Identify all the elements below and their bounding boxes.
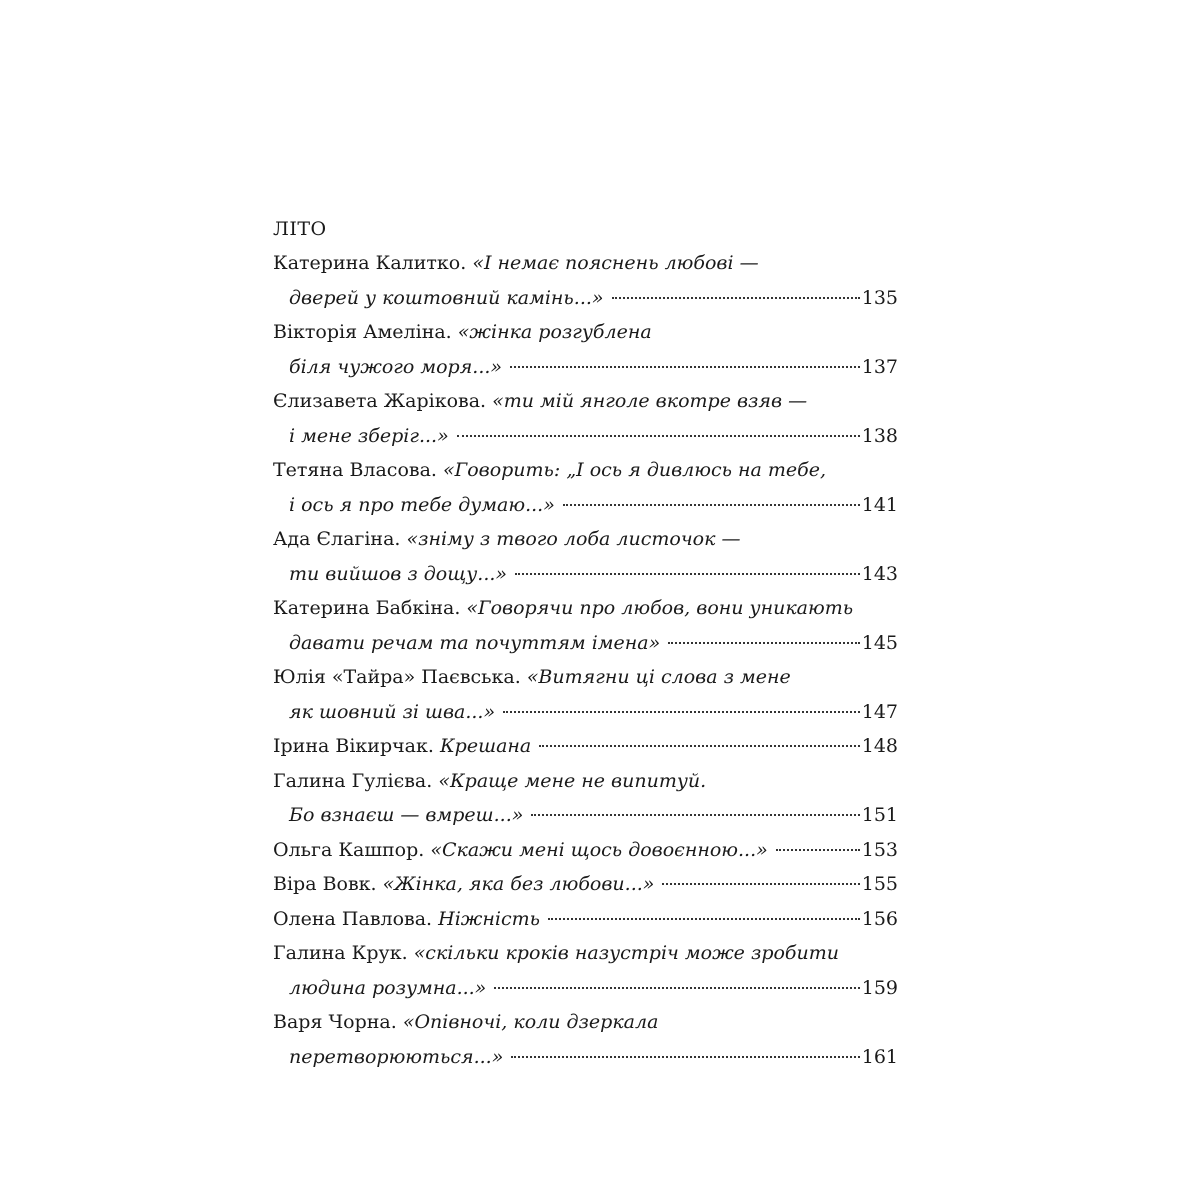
toc-entry-line	[273, 660, 898, 695]
page-number: 155	[861, 873, 898, 895]
toc-entry-continuation	[273, 626, 898, 661]
dot-leader	[548, 918, 860, 920]
author-name: Галина Гулієва.	[273, 769, 433, 792]
dot-leader	[457, 435, 860, 437]
dot-leader	[668, 642, 859, 644]
dot-leader	[563, 504, 860, 506]
poem-title: «Жінка, яка без любови...»	[382, 873, 655, 895]
author-name: Катерина Бабкіна.	[273, 597, 461, 619]
poem-title: «Опівночі, коли дзеркала	[402, 1011, 659, 1033]
toc-entry-line	[273, 1005, 898, 1040]
dot-leader	[612, 297, 860, 299]
toc-entry-continuation	[273, 695, 898, 730]
toc-entry-line	[273, 591, 898, 626]
toc-entry-line	[273, 315, 898, 350]
poem-title: Ніжність	[438, 907, 540, 930]
author-name: Варя Чорна.	[273, 1011, 397, 1033]
author-name: Тетяна Власова.	[273, 459, 437, 481]
poem-title: «Скажи мені щось довоєнною...»	[430, 838, 768, 861]
dot-leader	[494, 987, 859, 989]
toc-entry	[273, 764, 898, 833]
page-number: 153	[861, 838, 898, 861]
dot-leader	[511, 1056, 859, 1058]
author-name: Юлія «Тайра» Паєвська.	[273, 666, 521, 688]
dot-leader	[503, 711, 860, 713]
toc-entry-continuation	[273, 419, 898, 454]
toc-entry	[273, 591, 898, 660]
page-number: 161	[861, 1045, 898, 1068]
poem-title: «жінка розгублена	[457, 321, 652, 343]
toc-entry-continuation	[273, 488, 898, 523]
poem-title-continued: і мене зберіг...»	[289, 424, 449, 447]
poem-title-continued: дверей у коштовний камінь...»	[289, 286, 604, 309]
poem-title: Крешана	[439, 735, 532, 757]
toc-entry-line	[273, 729, 898, 764]
poem-title: «Говорить: „І ось я дивлюсь на тебе,	[443, 459, 827, 481]
toc-entry	[273, 522, 898, 591]
toc-entry-continuation	[273, 971, 898, 1006]
page-number: 147	[861, 700, 898, 723]
page-number: 141	[861, 493, 898, 516]
poem-title: «Витягни ці слова з мене	[526, 666, 791, 688]
toc-entry	[273, 1005, 898, 1074]
toc-entry-heading	[273, 729, 531, 764]
author-name: Ада Єлагіна.	[273, 528, 401, 550]
toc-entry	[273, 246, 898, 315]
page-number: 148	[861, 735, 898, 757]
toc-entry	[273, 453, 898, 522]
author-name: Ольга Кашпор.	[273, 838, 425, 861]
page-number: 159	[861, 976, 898, 999]
poem-title-continued: давати речам та почуттям імена»	[289, 631, 661, 654]
dot-leader	[510, 366, 860, 368]
poem-title-continued: Бо взнаєш — вмреш...»	[289, 804, 524, 826]
toc-entry-continuation	[273, 798, 898, 833]
poem-title: «Говорячи про любов, вони уникають	[466, 597, 854, 619]
toc-entry-continuation	[273, 281, 898, 316]
dot-leader	[662, 883, 859, 885]
toc-entry-heading	[273, 902, 540, 937]
page-number: 151	[861, 804, 898, 826]
author-name: Галина Крук.	[273, 942, 408, 964]
page-number: 137	[861, 355, 898, 378]
page-number: 138	[861, 424, 898, 447]
poem-title: «зніму з твого лоба листочок —	[406, 528, 741, 550]
toc-entry	[273, 729, 898, 764]
poem-title-continued: біля чужого моря...»	[289, 355, 503, 378]
toc-entry	[273, 833, 898, 868]
author-name: Єлизавета Жарікова.	[273, 390, 487, 412]
toc-entry-line	[273, 246, 898, 281]
dot-leader	[515, 573, 860, 575]
toc-entry-line	[273, 453, 898, 488]
poem-title-continued: людина розумна...»	[289, 976, 487, 999]
toc-entry-continuation	[273, 350, 898, 385]
poem-title-continued: ти вийшов з дощу...»	[289, 562, 508, 585]
table-of-contents	[273, 212, 898, 1074]
poem-title: «І немає пояснень любові —	[472, 252, 759, 274]
toc-entry-line	[273, 833, 898, 868]
toc-entry-line	[273, 936, 898, 971]
toc-entry-line	[273, 902, 898, 937]
toc-entry-heading	[273, 867, 654, 902]
poem-title-continued: перетворюються...»	[289, 1045, 504, 1068]
author-name: Вікторія Амеліна.	[273, 321, 452, 343]
toc-entry-heading	[273, 833, 768, 868]
toc-entry-line	[273, 522, 898, 557]
toc-entry	[273, 660, 898, 729]
toc-entry	[273, 902, 898, 937]
poem-title: «скільки кроків назустріч може зробити	[413, 942, 840, 964]
toc-entry-line	[273, 384, 898, 419]
toc-entry	[273, 936, 898, 1005]
toc-entry-line	[273, 867, 898, 902]
toc-entry-line	[273, 764, 898, 799]
dot-leader	[531, 814, 859, 816]
author-name: Катерина Калитко.	[273, 252, 467, 274]
author-name: Віра Вовк.	[273, 873, 377, 895]
author-name: Олена Павлова.	[273, 907, 433, 930]
toc-entry	[273, 867, 898, 902]
toc-entries	[273, 246, 898, 1074]
section-title: ЛІТО	[273, 218, 327, 240]
poem-title-continued: як шовний зі шва...»	[289, 700, 496, 723]
poem-title-continued: і ось я про тебе думаю...»	[289, 493, 555, 516]
page-number: 156	[861, 907, 898, 930]
toc-entry-continuation	[273, 557, 898, 592]
page-number: 135	[861, 286, 898, 309]
page-number: 145	[861, 631, 898, 654]
poem-title: «ти мій янголе вкотре взяв —	[492, 390, 808, 412]
dot-leader	[539, 745, 860, 747]
toc-entry-continuation	[273, 1040, 898, 1075]
page-number: 143	[861, 562, 898, 585]
toc-entry	[273, 315, 898, 384]
dot-leader	[776, 849, 860, 851]
toc-entry	[273, 384, 898, 453]
author-name: Ірина Вікирчак.	[273, 735, 434, 757]
poem-title: «Краще мене не випитуй.	[438, 769, 707, 792]
